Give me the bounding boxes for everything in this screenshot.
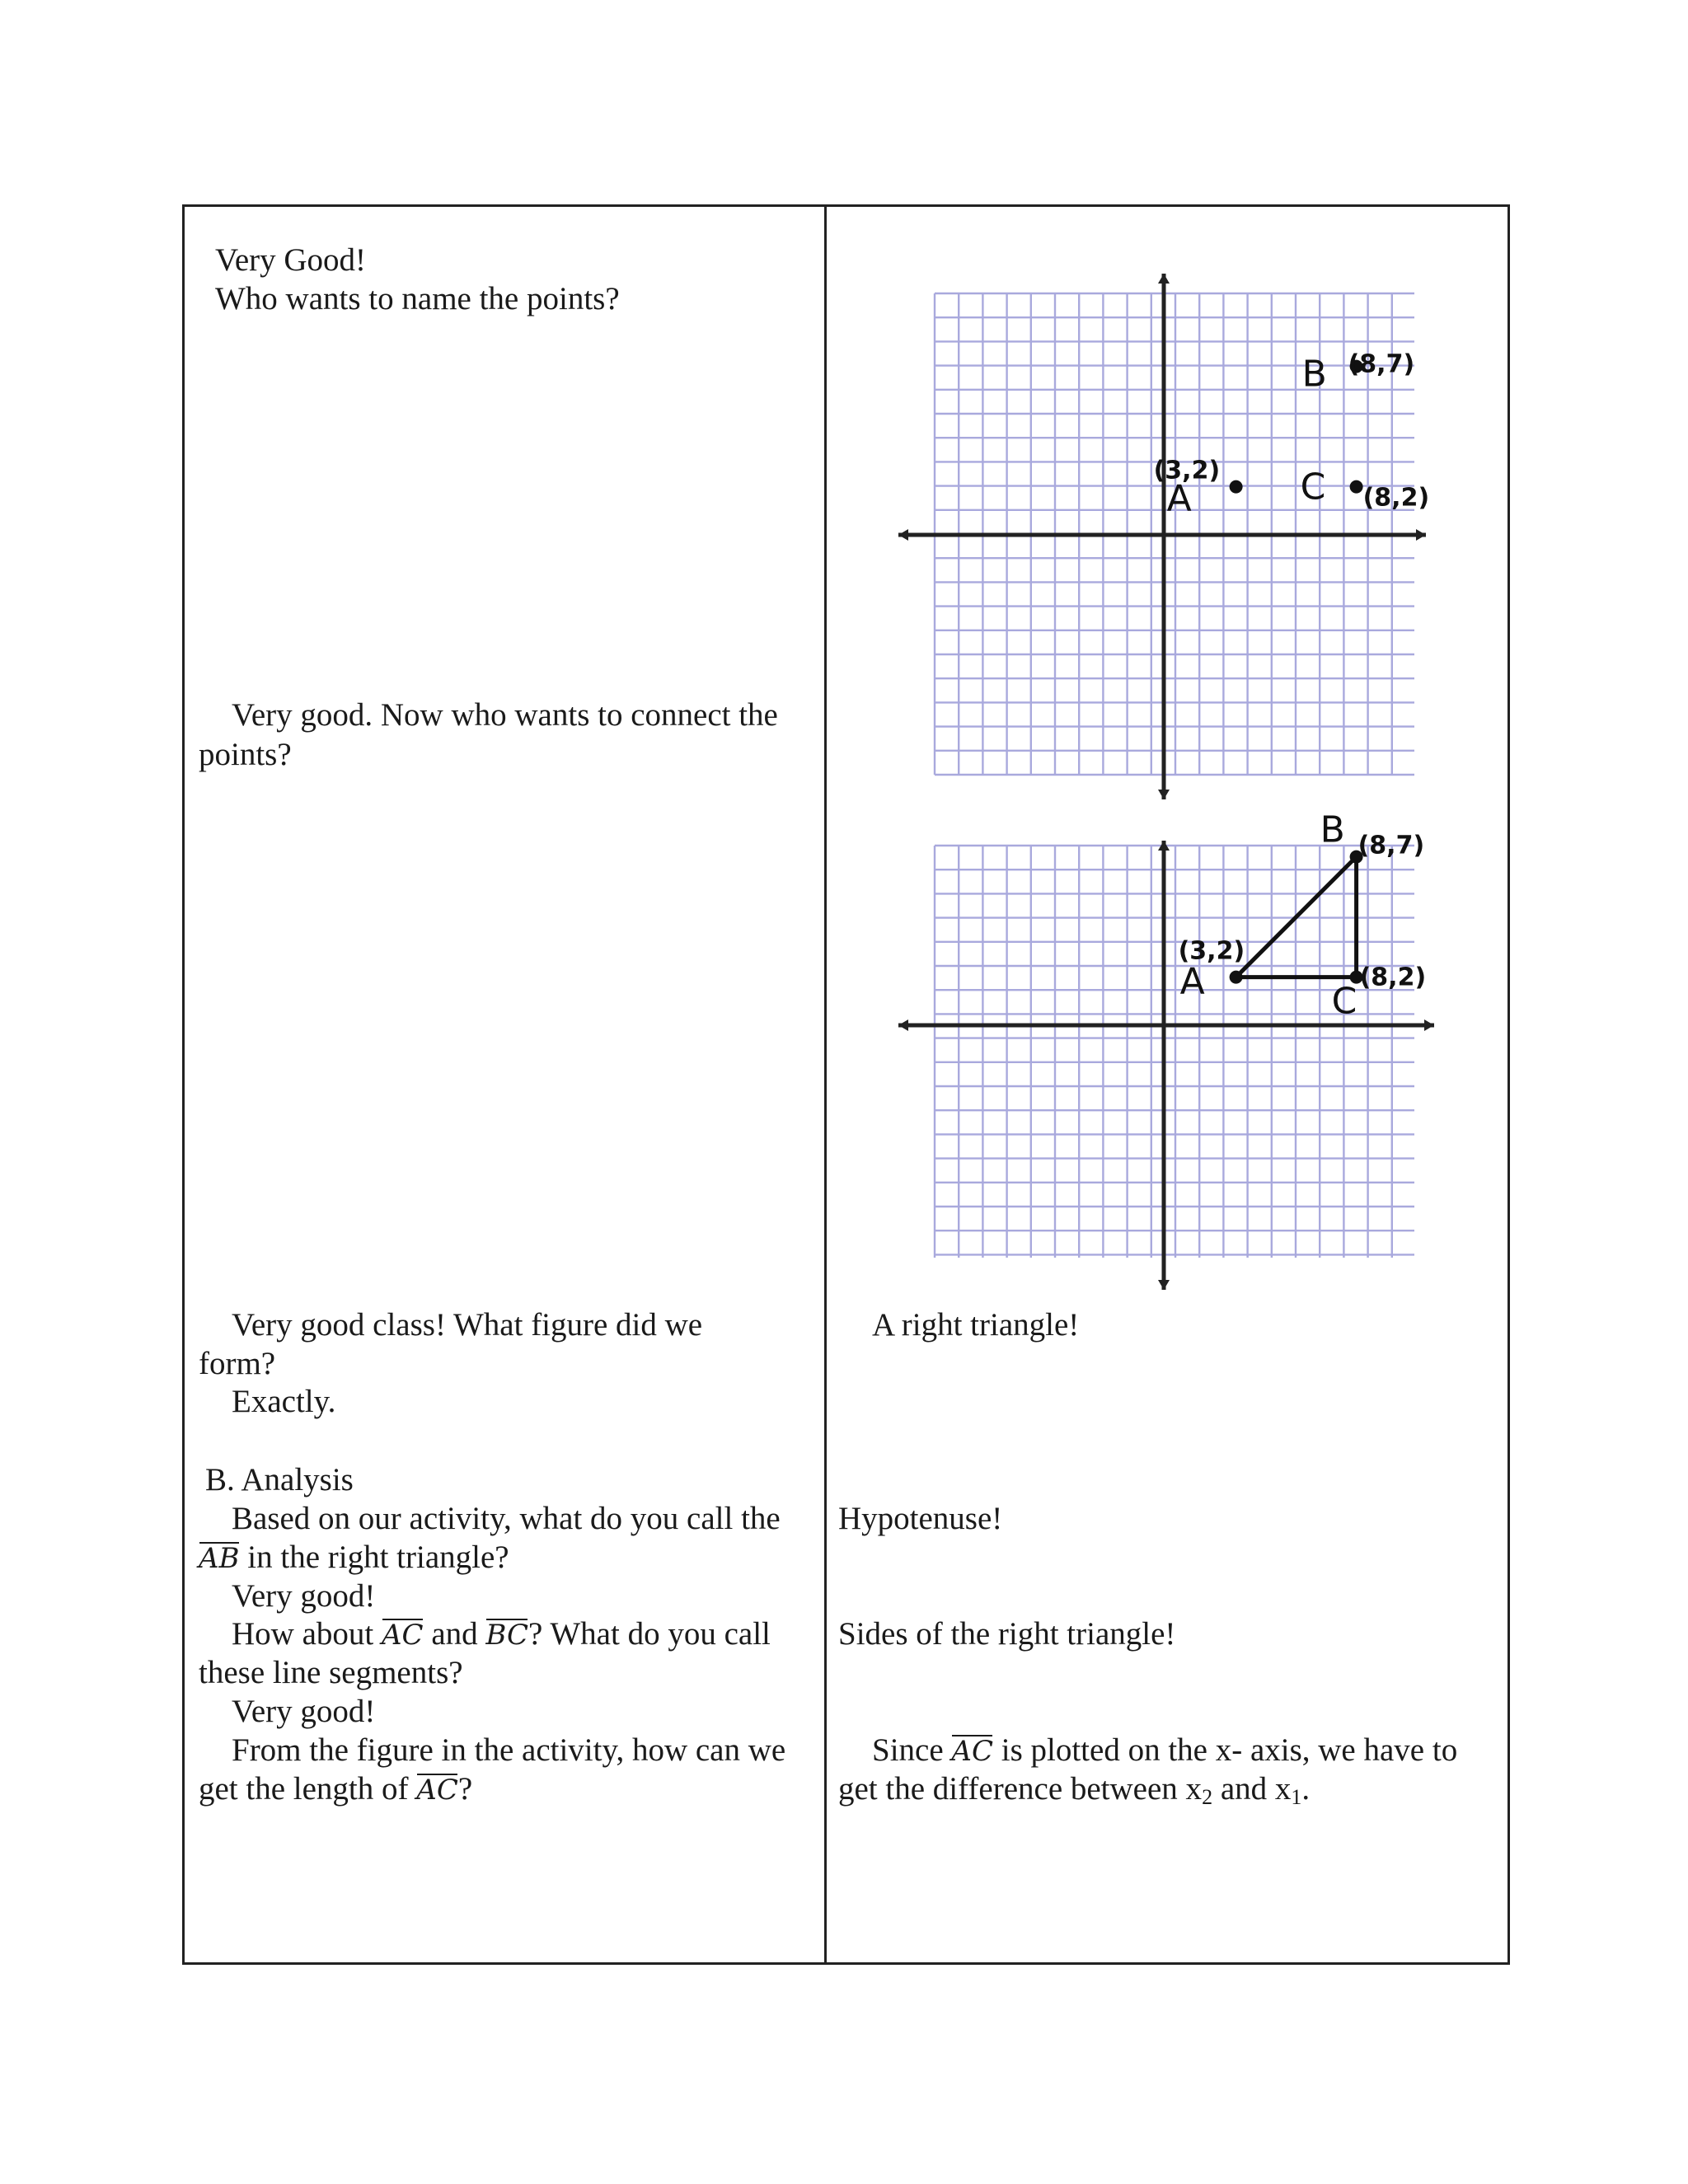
point-c (1350, 480, 1363, 494)
column-divider (824, 207, 827, 1962)
student-answer-hypotenuse: Hypotenuse! (838, 1501, 1003, 1536)
section-heading-analysis: B. Analysis (205, 1462, 354, 1497)
axes (898, 274, 1426, 799)
teacher-line-ab-right-triangle: AB in the right triangle? (199, 1539, 509, 1577)
point-label-a: A (1166, 477, 1192, 520)
grid-lines (935, 846, 1414, 1258)
y-axis-arrow-down (1158, 1280, 1170, 1290)
teacher-line-how-about: How about AC and BC? What do you call (232, 1615, 771, 1654)
teacher-line-these-segments: these line segments? (199, 1655, 463, 1690)
teacher-line-name-points: Who wants to name the points? (215, 281, 620, 316)
teacher-line-very-good-2: Very good! (232, 1578, 376, 1614)
point-coord-c: (8,2) (1359, 963, 1427, 992)
point-label-a: A (1179, 960, 1205, 1003)
coordinate-grid-points (898, 264, 1442, 808)
point-coord-c: (8,2) (1362, 483, 1430, 513)
teacher-line-length-ac: get the length of AC? (199, 1770, 472, 1809)
teacher-line-connect-points: Very good. Now who wants to connect the (232, 697, 778, 733)
student-answer-difference: get the difference between $x_2$ and $x_1$. (838, 1771, 1311, 1809)
x-axis-arrow-left (898, 529, 908, 541)
point-coord-b: (8,7) (1357, 831, 1425, 860)
student-answer-right-triangle: A right triangle! (872, 1307, 1080, 1343)
point-a (1230, 480, 1243, 494)
plotted-points (1154, 350, 1430, 520)
y-axis-arrow-up (1158, 274, 1170, 284)
axes (898, 841, 1434, 1290)
segment-ac-label: AC (951, 1732, 993, 1770)
segment-ac-label: AC (382, 1616, 424, 1654)
x-axis-arrow-right (1424, 1019, 1434, 1031)
segment-ac-label: AC (416, 1771, 458, 1809)
x-axis-arrow-right (1416, 529, 1426, 541)
point-coord-b: (8,7) (1348, 349, 1415, 379)
point-label-c: C (1331, 980, 1357, 1023)
point-label-b: B (1301, 353, 1327, 396)
x-axis-arrow-left (898, 1019, 908, 1031)
coordinate-grid-triangle (898, 808, 1442, 1310)
point-label-c: C (1300, 466, 1326, 509)
student-answer-sides: Sides of the right triangle! (838, 1616, 1176, 1652)
point-coord-a: (3,2) (1178, 936, 1245, 966)
teacher-line-based-on-activity: Based on our activity, what do you call the (232, 1501, 781, 1536)
teacher-line-very-good: Very Good! (215, 242, 367, 278)
point-coord-a: (3,2) (1153, 456, 1221, 485)
teacher-line-very-good-3: Very good! (232, 1694, 376, 1729)
segment-ab-label: AB (199, 1540, 240, 1577)
point-label-b: B (1320, 808, 1345, 851)
teacher-line-what-figure: Very good class! What figure did we (232, 1307, 703, 1343)
teacher-line-form: form? (199, 1346, 276, 1381)
teacher-line-from-figure: From the figure in the activity, how can we (232, 1732, 786, 1768)
point-a (1230, 971, 1243, 984)
y-axis-arrow-down (1158, 790, 1170, 799)
student-answer-since-ac: Since AC is plotted on the x- axis, we have to (872, 1732, 1457, 1770)
segment-bc-label: BC (485, 1616, 528, 1654)
teacher-line-points: points? (199, 737, 292, 772)
teacher-line-exactly: Exactly. (232, 1384, 336, 1419)
